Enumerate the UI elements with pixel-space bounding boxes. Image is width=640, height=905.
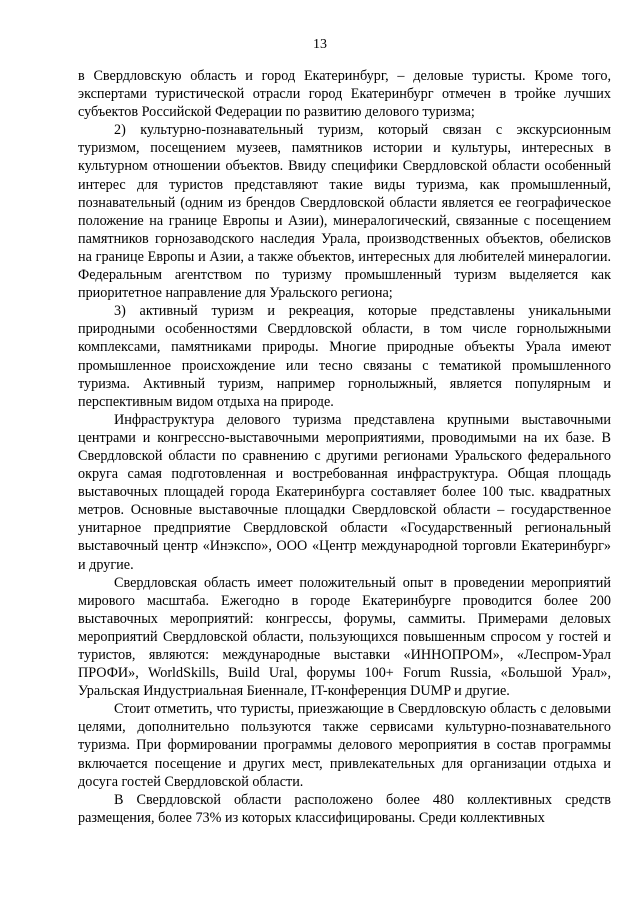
paragraph: 3) активный туризм и рекреация, которые представлены уникальными природными особенностями Свердловской области, в том числе горнолыжными комплексами, памятниками природы. Многие природные объекты Урала имеют промышленное происхождение или тесно связаны с тематикой промышленного туризма. Активный туризм, например горнолыжный, является популярным и перспективным видом отдыха на природе. (78, 303, 611, 410)
paragraph: 2) культурно-познавательный туризм, который связан с экскурсионным туризмом, посещением музеев, памятников истории и культуры, интересных в культурном отношении объектов. Ввиду специфики Свердловской области особенный интерес для туристов представляют такие виды туризма, как промышленный, познавательный (одним из брендов Свердловской области является ее географическое положение на границе Европы и Азии), минералогический, связанные с посещением памятников горнозаводского наследия Урала, производственных объектов, обелисков на границе Европы и Азии, а также объектов, интересных для любителей минералогии. Федеральным агентством по туризму промышленный туризм выделяется как приоритетное направление для Уральского региона; (78, 122, 611, 302)
paragraph: Инфраструктура делового туризма представлена крупными выставочными центрами и конгрессно-выставочными мероприятиями, проводимыми на их базе. В Свердловской области по сравнению с другими регионами Уральского федерального округа самая подготовленная и востребованная инфраструктура. Общая площадь выставочных площадей города Екатеринбурга составляет более 100 тыс. квадратных метров. Основные выставочные площадки Свердловской области – государственное унитарное предприятие Свердловской области «Государственный региональный выставочный центр «Инэкспо», ООО «Центр международной торговли Екатеринбург» и другие. (78, 411, 611, 573)
paragraph: Стоит отметить, что туристы, приезжающие в Свердловскую область с деловыми целями, дополнительно пользуются также сервисами культурно-познавательного туризма. При формировании программы делового мероприятия в состав программы включается посещение и других мест, привлекательных для организации отдыха и досуга гостей Свердловской области. (78, 701, 611, 790)
body-text (78, 67, 611, 827)
paragraph: в Свердловскую область и город Екатеринбург, – деловые туристы. Кроме того, экспертами туристической отрасли город Екатеринбург отмечен в тройке лучших субъектов Российской Федерации по развитию делового туризма; (78, 68, 611, 121)
page-number: 13 (313, 37, 327, 52)
paragraph: Свердловская область имеет положительный опыт в проведении мероприятий мирового масштаба. Ежегодно в городе Екатеринбурге проводится более 200 выставочных мероприятий: конгрессы, форумы, саммиты. Примерами деловых мероприятий Свердловской области, пользующихся повышенным спросом у гостей и туристов, являются: международные выставки «ИННОПРОМ», «Леспром-Урал ПРОФИ», WorldSkills, Build Ural, форумы 100+ Forum Russia, «Большой Урал», Уральская Индустриальная Биеннале, IT-конференция DUMP и другие. (78, 574, 611, 700)
paragraph: В Свердловской области расположено более 480 коллективных средств размещения, более 73% из которых классифицированы. Среди коллективных (78, 791, 611, 826)
